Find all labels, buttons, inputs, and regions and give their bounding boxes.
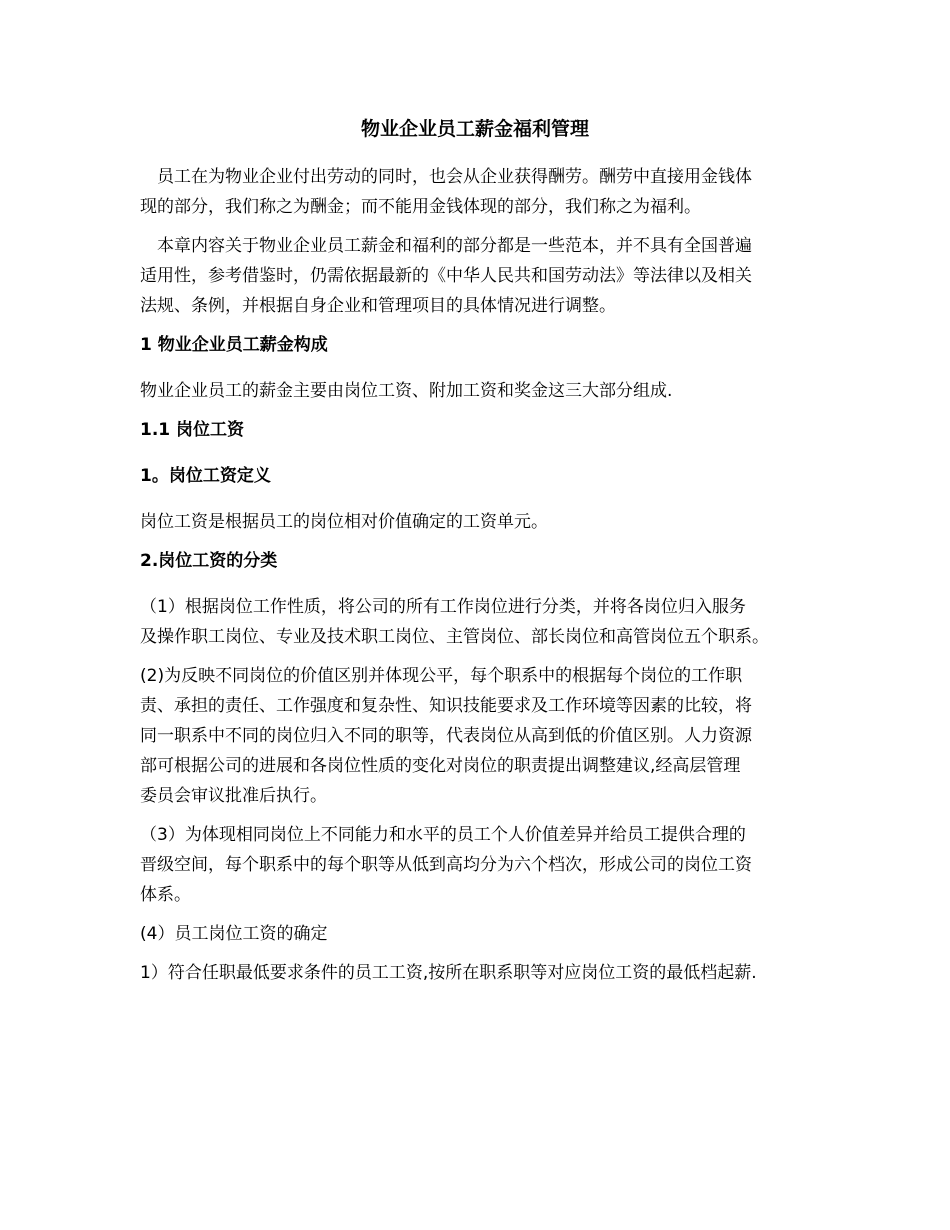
classification-item-1 xyxy=(140,592,830,652)
text-line: 员工在为物业企业付出劳动的同时，也会从企业获得酬劳。酬劳中直接用金钱体 xyxy=(140,167,752,187)
text-line: 适用性，参考借鉴时，仍需依据最新的《中华人民共和国劳动法》等法律以及相关 xyxy=(140,266,752,286)
classification-item-4-1: 1）符合任职最低要求条件的员工工资,按所在职系职等对应岗位工资的最低档起薪. xyxy=(140,963,757,983)
section-heading-1: 1 物业企业员工薪金构成 xyxy=(140,335,328,355)
text-line: 责、承担的责任、工作强度和复杂性、知识技能要求及工作环境等因素的比较，将 xyxy=(140,696,752,716)
intro-paragraph-1 xyxy=(140,162,830,222)
text-line: 本章内容关于物业企业员工薪金和福利的部分都是一些范本，并不具有全国普遍 xyxy=(140,236,752,256)
text-line: 法规、条例，并根据自身企业和管理项目的具体情况进行调整。 xyxy=(140,296,616,316)
definition-text: 岗位工资是根据员工的岗位相对价值确定的工资单元。 xyxy=(140,512,548,532)
classification-item-2 xyxy=(140,661,830,811)
document-title: 物业企业员工薪金福利管理 xyxy=(360,118,589,140)
text-line: 委员会审议批准后执行。 xyxy=(140,786,327,806)
text-line: 体系。 xyxy=(140,885,191,905)
text-line: (2)为反映不同岗位的价值区别并体现公平，每个职系中的根据每个岗位的工作职 xyxy=(140,666,743,686)
subheading-definition: 1。岗位工资定义 xyxy=(140,466,271,486)
text-line: （1）根据岗位工作性质，将公司的所有工作岗位进行分类，并将各岗位归入服务 xyxy=(140,597,746,617)
document-body xyxy=(140,162,830,997)
subheading-classification: 2.岗位工资的分类 xyxy=(140,551,278,571)
intro-paragraph-2 xyxy=(140,231,830,321)
classification-item-4: (4）员工岗位工资的确定 xyxy=(140,924,328,944)
section-heading-1-1: 1.1 岗位工资 xyxy=(140,420,245,440)
text-line: 同一职系中不同的岗位归入不同的职等，代表岗位从高到低的价值区别。人力资源 xyxy=(140,726,752,746)
text-line: 晋级空间，每个职系中的每个职等从低到高均分为六个档次，形成公司的岗位工资 xyxy=(140,855,752,875)
text-line: 部可根据公司的进展和各岗位性质的变化对岗位的职责提出调整建议,经高层管理 xyxy=(140,756,741,776)
text-line: （3）为体现相同岗位上不同能力和水平的员工个人价值差异并给员工提供合理的 xyxy=(140,825,746,845)
classification-item-3 xyxy=(140,820,830,910)
text-line: 现的部分，我们称之为酬金；而不能用金钱体现的部分，我们称之为福利。 xyxy=(140,197,701,217)
text-line: 及操作职工岗位、专业及技术职工岗位、主管岗位、部长岗位和高管岗位五个职系。 xyxy=(140,627,769,647)
section-1-text: 物业企业员工的薪金主要由岗位工资、附加工资和奖金这三大部分组成. xyxy=(140,381,673,401)
